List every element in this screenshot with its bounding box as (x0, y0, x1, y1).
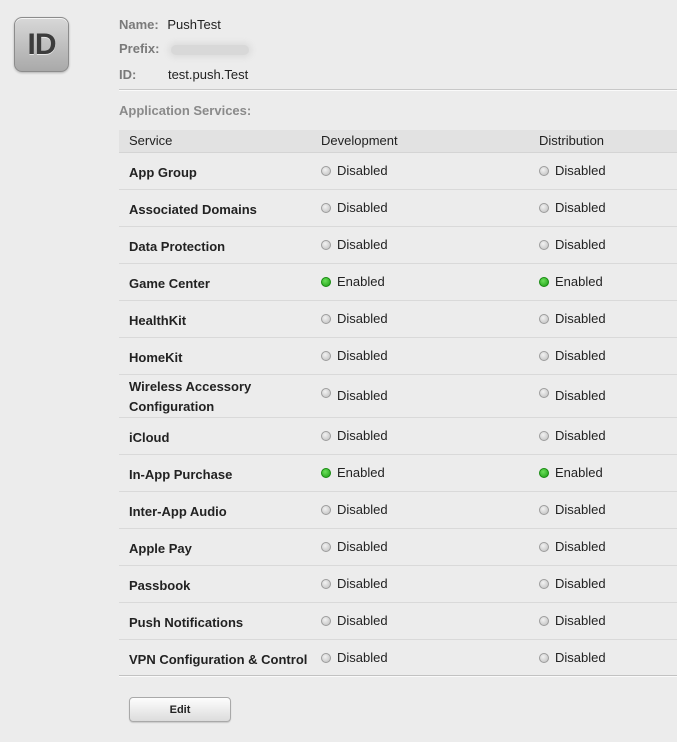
service-name: HomeKit (129, 350, 183, 365)
edit-button[interactable]: Edit (129, 697, 231, 722)
name-label: Name: (119, 17, 159, 32)
header-service: Service (129, 133, 173, 148)
distribution-status (539, 539, 606, 554)
development-status (321, 428, 388, 443)
disabled-status-icon (321, 166, 331, 176)
disabled-status-icon (321, 616, 331, 626)
enabled-status-icon (539, 277, 549, 287)
development-status (321, 465, 385, 480)
service-name: HealthKit (129, 313, 187, 328)
disabled-status-icon (321, 653, 331, 663)
development-status-text: Disabled (337, 200, 388, 215)
footer-divider (119, 675, 677, 677)
disabled-status-icon (321, 351, 331, 361)
disabled-status-icon (321, 314, 331, 324)
development-status (321, 388, 388, 403)
development-status-text: Disabled (337, 388, 388, 403)
disabled-status-icon (539, 240, 549, 250)
distribution-status (539, 613, 606, 628)
service-name: VPN Configuration & Control (129, 652, 308, 667)
distribution-status-text: Disabled (555, 613, 606, 628)
development-status-text: Disabled (337, 237, 388, 252)
disabled-status-icon (321, 431, 331, 441)
table-row (119, 301, 677, 338)
distribution-status-text: Disabled (555, 650, 606, 665)
table-row (119, 264, 677, 301)
development-status (321, 650, 388, 665)
header-development: Development (321, 133, 398, 148)
service-name: iCloud (129, 430, 170, 445)
distribution-status (539, 200, 606, 215)
disabled-status-icon (321, 505, 331, 515)
distribution-status-text: Disabled (555, 200, 606, 215)
services-table (119, 130, 677, 677)
disabled-status-icon (539, 653, 549, 663)
disabled-status-icon (539, 351, 549, 361)
table-row (119, 455, 677, 492)
development-status-text: Disabled (337, 539, 388, 554)
development-status (321, 613, 388, 628)
distribution-status (539, 502, 606, 517)
distribution-status-text: Disabled (555, 348, 606, 363)
development-status (321, 348, 388, 363)
development-status (321, 502, 388, 517)
disabled-status-icon (539, 314, 549, 324)
development-status (321, 311, 388, 326)
development-status-text: Disabled (337, 163, 388, 178)
table-row (119, 566, 677, 603)
distribution-status (539, 274, 603, 289)
development-status (321, 539, 388, 554)
disabled-status-icon (539, 388, 549, 398)
disabled-status-icon (321, 579, 331, 589)
distribution-status (539, 388, 606, 403)
table-body (119, 153, 677, 677)
table-row (119, 227, 677, 264)
app-id-icon-text: ID (27, 27, 56, 61)
header-divider (119, 89, 677, 91)
distribution-status-text: Disabled (555, 502, 606, 517)
distribution-status-text: Disabled (555, 539, 606, 554)
development-status (321, 200, 388, 215)
distribution-status (539, 650, 606, 665)
service-name: In-App Purchase (129, 467, 233, 482)
table-row (119, 418, 677, 455)
development-status-text: Enabled (337, 274, 385, 289)
disabled-status-icon (539, 166, 549, 176)
distribution-status (539, 428, 606, 443)
service-name: Associated Domains (129, 202, 257, 217)
name-value: PushTest (167, 17, 221, 32)
id-label: ID: (119, 67, 137, 82)
distribution-status (539, 237, 606, 252)
service-name: Push Notifications (129, 615, 244, 630)
disabled-status-icon (321, 240, 331, 250)
development-status-text: Disabled (337, 650, 388, 665)
distribution-status-text: Disabled (555, 311, 606, 326)
disabled-status-icon (321, 388, 331, 398)
distribution-status (539, 465, 603, 480)
service-name: Apple Pay (129, 541, 192, 556)
prefix-label: Prefix: (119, 41, 160, 56)
table-row (119, 529, 677, 566)
disabled-status-icon (539, 203, 549, 213)
distribution-status-text: Disabled (555, 163, 606, 178)
table-row (119, 190, 677, 227)
development-status-text: Disabled (337, 613, 388, 628)
distribution-status-text: Enabled (555, 465, 603, 480)
distribution-status-text: Disabled (555, 428, 606, 443)
table-header (119, 130, 677, 153)
disabled-status-icon (539, 542, 549, 552)
development-status-text: Disabled (337, 348, 388, 363)
development-status (321, 274, 385, 289)
prefix-value-redacted (171, 45, 249, 55)
prefix-field (119, 41, 249, 56)
distribution-status (539, 576, 606, 591)
table-row (119, 603, 677, 640)
table-row (119, 492, 677, 529)
distribution-status (539, 348, 606, 363)
development-status (321, 576, 388, 591)
development-status (321, 163, 388, 178)
disabled-status-icon (321, 203, 331, 213)
distribution-status-text: Disabled (555, 576, 606, 591)
service-name: Inter-App Audio (129, 504, 227, 519)
service-name: Data Protection (129, 239, 226, 254)
name-field (119, 17, 221, 32)
service-name: Wireless Accessory Configuration (129, 379, 252, 414)
section-title: Application Services: (119, 103, 252, 118)
development-status-text: Disabled (337, 502, 388, 517)
service-name: App Group (129, 165, 197, 180)
disabled-status-icon (321, 542, 331, 552)
table-row (119, 338, 677, 375)
distribution-status-text: Disabled (555, 237, 606, 252)
development-status (321, 237, 388, 252)
disabled-status-icon (539, 579, 549, 589)
development-status-text: Disabled (337, 428, 388, 443)
table-row (119, 375, 677, 418)
table-row (119, 153, 677, 190)
disabled-status-icon (539, 505, 549, 515)
distribution-status (539, 311, 606, 326)
enabled-status-icon (321, 277, 331, 287)
distribution-status (539, 163, 606, 178)
disabled-status-icon (539, 431, 549, 441)
development-status-text: Disabled (337, 576, 388, 591)
enabled-status-icon (539, 468, 549, 478)
id-field (119, 67, 248, 82)
service-name: Game Center (129, 276, 210, 291)
id-value: test.push.Test (167, 67, 249, 82)
disabled-status-icon (539, 616, 549, 626)
development-status-text: Enabled (337, 465, 385, 480)
distribution-status-text: Disabled (555, 388, 606, 403)
enabled-status-icon (321, 468, 331, 478)
header-distribution: Distribution (539, 133, 605, 148)
service-name: Passbook (129, 578, 191, 593)
table-row (119, 640, 677, 677)
development-status-text: Disabled (337, 311, 388, 326)
distribution-status-text: Enabled (555, 274, 603, 289)
app-id-icon (14, 17, 69, 72)
